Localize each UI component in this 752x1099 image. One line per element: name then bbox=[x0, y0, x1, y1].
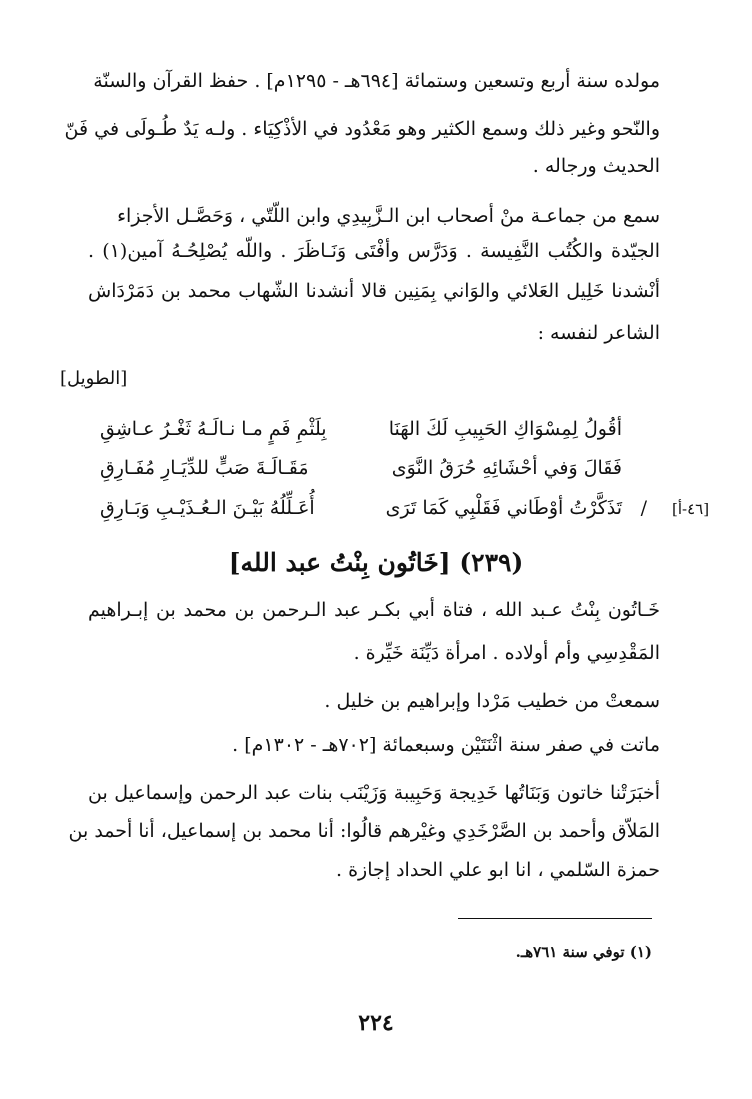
bio-line: أخبَرَتْنا خاتون وَبَنَاتُها خَدِيجة وَحَبِيبة وَزَيْنَب بنات عبد الرحمن وإسماعيل بن bbox=[88, 782, 660, 804]
bio-line: الجيّدة والكُتُب النَّفِيسة . وَدَرَّس وأفْتَى وَنَـاظَرَ . واللّه يُصْلِحُـهُ آمين(١) . bbox=[88, 240, 660, 262]
bio-line: المَلاّق وأحمد بن الصَّرْخَدِي وغيْرهم قالُوا: أنا محمد بن إسماعيل، أنا أحمد بن bbox=[68, 820, 660, 842]
footnote-rule bbox=[458, 918, 652, 919]
verse-second-hemistich: مَقَـالَـةَ صَبٍّ للدِّيَـارِ مُفَـارِقِ bbox=[100, 457, 309, 479]
page-number: ٢٢٤ bbox=[358, 1010, 394, 1036]
bio-line: سمعتْ من خطيب مَرْدا وإبراهيم بن خليل . bbox=[324, 690, 660, 712]
manuscript-folio-reference: [٤٦-أ] bbox=[672, 500, 710, 518]
bio-line: المَقْدِسِي وأم أولاده . امرأة دَيِّنَة خَيِّرة . bbox=[353, 642, 660, 664]
meter-label: [الطويل] bbox=[60, 368, 128, 389]
bio-line: والنّحو وغير ذلك وسمع الكثير وهو مَعْدُود في الأذْكِيَاء . ولـه يَدٌ طُـولَى في فَنّ bbox=[64, 118, 660, 140]
verse-first-hemistich: تَذَكَّرْتُ أوْطَاني فَقَلْبِي كَمَا تَرَى bbox=[385, 497, 622, 519]
verse-first-hemistich: فَقَالَ وَفي أحْشَائِهِ حُرَقُ النَّوَى bbox=[391, 457, 622, 479]
footnote: (١) توفي سنة ٧٦١هـ. bbox=[515, 943, 652, 961]
bio-line: الحديث ورجاله . bbox=[532, 155, 660, 177]
verse-second-hemistich: بِلَثْمِ فَمٍ مـا نـالَـهُ ثَغْـرُ عـاشِقِ bbox=[100, 418, 327, 440]
bio-line: خَـاتُون بِنْتُ عـبد الله ، فتاة أبي بكـر عبد الـرحمن بن محمد بن إبـراهيم bbox=[88, 599, 660, 621]
bio-line: ماتت في صفر سنة اثْنَتَيْن وسبعمائة [٧٠٢هـ - ١٣٠٢م] . bbox=[232, 734, 660, 756]
bio-line: أنْشدنا خَلِيل العَلائي والوَاني بِمَنِين قالا أنشدنا الشّهاب محمد بن دَمَرْدَاش bbox=[88, 280, 660, 302]
bio-line: حمزة السّلمي ، انا ابو علي الحداد إجازة . bbox=[336, 859, 660, 881]
verse-slash: / bbox=[640, 497, 647, 519]
bio-line: الشاعر لنفسه : bbox=[537, 322, 660, 344]
bio-line: سمع من جماعـة منْ أصحاب ابن الـزَّبِيدِي وابن اللّتّي ، وَحَصَّـل الأجزاء bbox=[117, 205, 660, 227]
verse-second-hemistich: أُعَـلِّلُهُ بَيْـنَ الـعُـذَيْـبِ وَبَـارِقِ bbox=[100, 497, 315, 519]
verse-first-hemistich: أقُولُ لِمِسْوَاكِ الحَبِيبِ لَكَ الهَنَا bbox=[388, 418, 622, 440]
entry-heading: (٢٣٩) [خَاتُون بِنْتُ عبد الله] bbox=[228, 548, 524, 577]
bio-line: مولده سنة أربع وتسعين وستمائة [٦٩٤هـ - ١٢٩٥م] . حفظ القرآن والسنّة bbox=[93, 70, 660, 92]
